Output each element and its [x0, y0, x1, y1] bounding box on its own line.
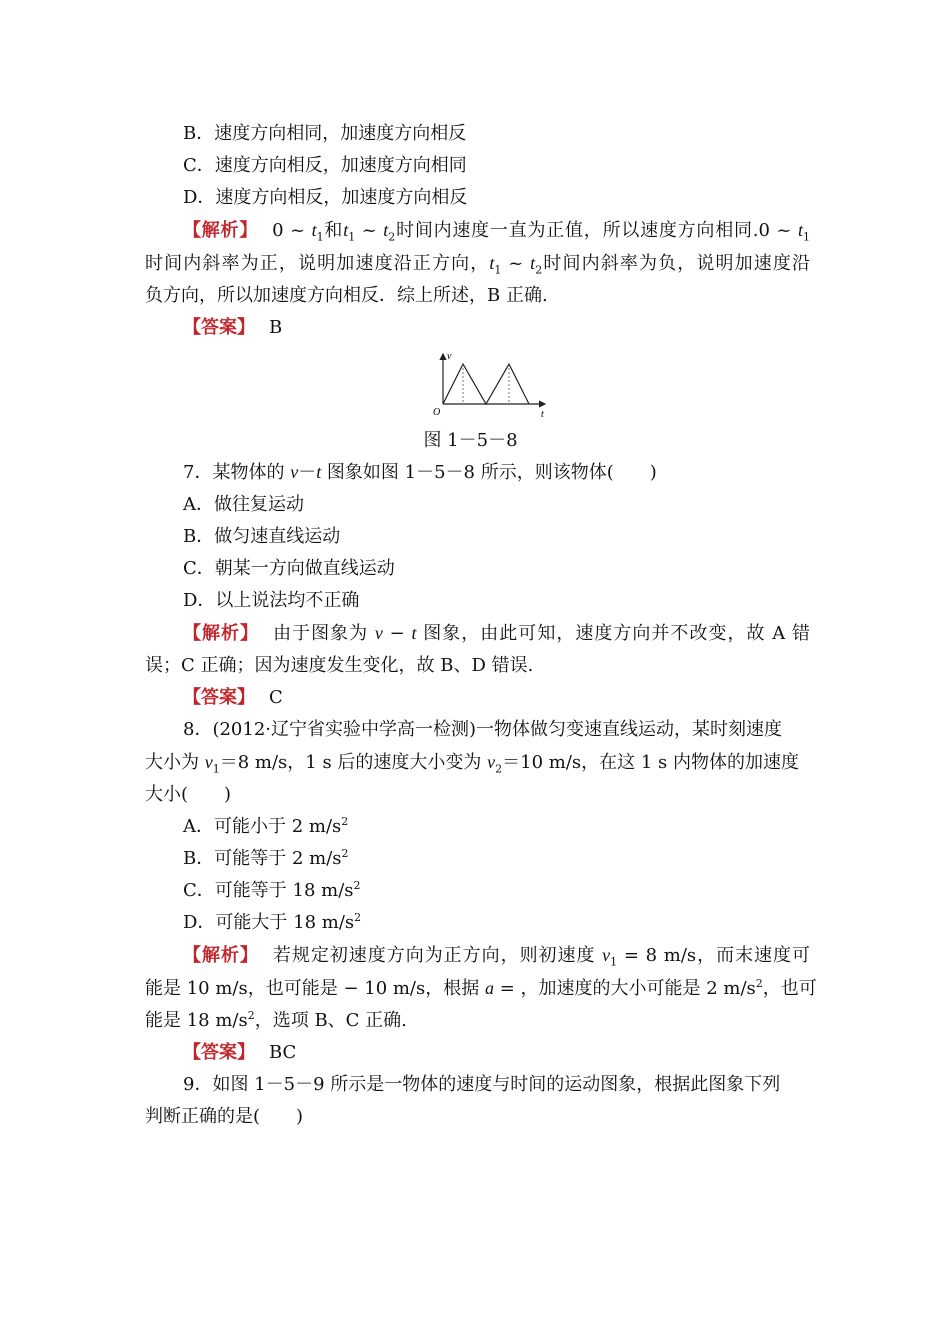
figure-caption: 图 1－5－8 — [423, 430, 518, 451]
q8-stem-line2: 大小为 $v_1=8$ m/s，1 s 后的速度大小变为 $v_2=10$ m/s，在这 1 s 内物体的加速度 — [145, 752, 799, 776]
q7-option-d: D．以上说法均不正确 — [183, 590, 360, 611]
q6-analysis-line3: 负方向，所以加速度方向相反．综上所述，B 正确. — [145, 285, 548, 306]
analysis-tag: 【解析】 — [183, 220, 259, 241]
q8-source: 辽宁省实验中学高一检测 — [271, 719, 470, 740]
document-page — [145, 118, 817, 1133]
analysis-tag: 【解析】 — [183, 945, 259, 966]
answer-tag: 【答案】 — [183, 687, 255, 708]
q6-analysis-line2: 时间内斜率为正，说明加速度沿正方向，$t_1$ ~ $t_2$时间内斜率为负，说明加速度沿 — [145, 253, 811, 277]
analysis-tag: 【解析】 — [183, 623, 260, 644]
answer-value: B — [269, 317, 283, 338]
v-axis-label: v — [447, 351, 452, 362]
q7-analysis-line1: 【解析】 由于图象为 v − t 图象，由此可知，速度方向并不改变，故 A 错 — [183, 623, 810, 644]
origin-label: O — [433, 407, 441, 418]
t-axis-label: t — [541, 409, 544, 420]
q8-option-d: D．可能大于 18 $m/s^2$ — [183, 911, 362, 933]
vt-graph-svg — [429, 348, 553, 420]
q8-analysis-line1: 【解析】 若规定初速度方向为正方向，则初速度 $v_1 = 8$ m/s，而末速度可 — [183, 945, 810, 969]
q7-answer — [145, 682, 810, 714]
q6-option-c: C．速度方向相反，加速度方向相同 — [183, 155, 467, 176]
q6-analysis-line1: 【解析】 0 ~ $t_1$和$t_1$ ~ $t_2$时间内速度一直为正值，所以速度方向相同.0 ~ $t_1$ — [183, 220, 811, 244]
answer-value: C — [269, 687, 283, 708]
answer-tag: 【答案】 — [183, 317, 255, 338]
answer-value: BC — [269, 1042, 297, 1063]
q7-option-c: C．朝某一方向做直线运动 — [183, 558, 395, 579]
q8-analysis-line3: 能是 18 $m/s^2$，选项 B、C 正确. — [145, 1009, 407, 1031]
q7-analysis-line2: 误；C 正确；因为速度发生变化，故 B、D 错误. — [145, 655, 534, 676]
q8-analysis-line2: 能是 10 m/s，也可能是 − 10 m/s，根据 a = ，加速度的大小可能是 2 $m/s^2$，也可 — [145, 977, 817, 999]
q7-stem: 7．某物体的 v－t 图象如图 1－5－8 所示，则该物体( ) — [183, 462, 657, 483]
q8-answer — [145, 1037, 810, 1069]
q8-stem-line3: 大小( ) — [145, 784, 232, 805]
q7-option-a: A．做往复运动 — [183, 494, 304, 515]
q9-stem: 9．如图 1－5－9 所示是一物体的速度与时间的运动图象，根据此图象下列 — [183, 1074, 781, 1095]
q9-stem-line2: 判断正确的是( ) — [145, 1106, 304, 1127]
q8-option-a: A．可能小于 2 $m/s^2$ — [183, 815, 349, 837]
q6-option-d: D．速度方向相反，加速度方向相反 — [183, 187, 468, 208]
figure-vt-graph — [145, 348, 810, 426]
q8-stem: 8．(2012·辽宁省实验中学高一检测)一物体做匀变速直线运动，某时刻速度 — [183, 719, 783, 740]
q6-option-b: B．速度方向相同，加速度方向相反 — [183, 123, 467, 144]
q8-option-b: B．可能等于 2 $m/s^2$ — [183, 847, 349, 869]
q7-option-b: B．做匀速直线运动 — [183, 526, 341, 547]
answer-tag: 【答案】 — [183, 1042, 255, 1063]
q8-option-c: C．可能等于 18 $m/s^2$ — [183, 879, 361, 901]
q6-answer — [145, 312, 810, 344]
vt-line — [443, 364, 529, 404]
